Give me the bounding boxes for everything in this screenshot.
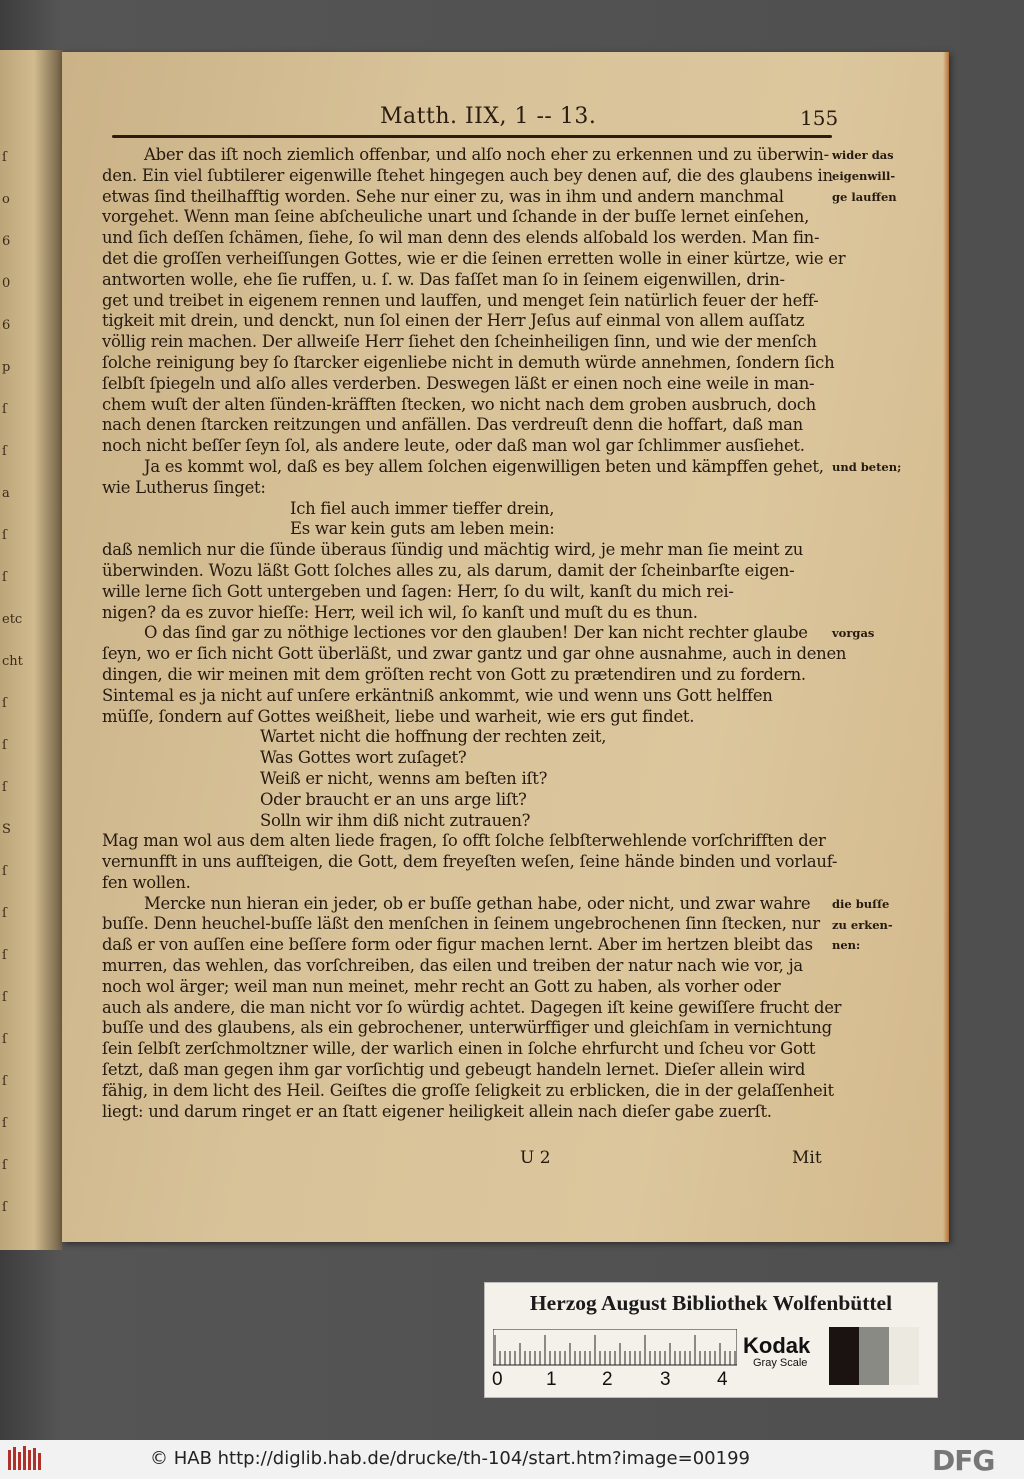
text-line: fähig, in dem licht des Heil. Geiſtes die groſſe ſeligkeit zu erblicken, die in der gelaſſenheit bbox=[102, 1080, 834, 1100]
text-line: chem wuſt der alten ſünden-kräfften ſtecken, wo nicht nach dem groben ausbruch, doch bbox=[102, 394, 816, 414]
text-line: ſeyn, wo er ſich nicht Gott überläßt, und zwar gantz und gar ohne ausnahme, auch in denen bbox=[102, 644, 847, 664]
prev-page-fragment: 6 bbox=[2, 234, 11, 249]
prev-page-fragment: ſ bbox=[2, 150, 7, 165]
book-page bbox=[62, 52, 949, 1242]
prev-page-fragment: ſ bbox=[2, 1116, 7, 1131]
prev-page-fragment: ſ bbox=[2, 1200, 7, 1215]
text-line: nigen? da es zuvor hieſſe: Herr, weil ich wil, ſo kanſt und muſt du es thun. bbox=[102, 602, 698, 622]
library-color-card bbox=[484, 1282, 938, 1398]
text-line: daß nemlich nur die ſünde überaus ſündig und mächtig wird, je mehr man ſie meint zu bbox=[102, 540, 804, 560]
text-line: und ſich deſſen ſchämen, ſiehe, ſo wil man denn des elends alſobald los werden. Man fin- bbox=[102, 228, 820, 248]
text-line: ſein ſelbſt zerſchmoltzner wille, der warlich einen in ſolche ehrfurcht und ſcheu vor Gott bbox=[102, 1039, 816, 1059]
text-line: überwinden. Wozu läßt Gott ſolches alles zu, als darum, damit der ſcheinbarſte eigen- bbox=[102, 560, 795, 580]
header-rule bbox=[112, 135, 832, 138]
text-line: noch wol ärger; weil man nun meinet, mehr recht an Gott zu haben, als vorher oder bbox=[102, 976, 781, 996]
ruler-label-2: 2 bbox=[602, 1369, 613, 1390]
text-line: det die groſſen verheiſſungen Gottes, wie er die ſeinen erretten wolle in einer kürtze, wie er bbox=[102, 248, 846, 268]
ruler-label-4: 4 bbox=[717, 1369, 728, 1390]
prev-page-fragment: ſ bbox=[2, 570, 7, 585]
ruler-scale bbox=[493, 1329, 737, 1389]
text-line: vernunfft in uns aufſteigen, die Gott, dem freyeſten weſen, ſeine hände binden und vorlauf- bbox=[102, 852, 838, 872]
text-line: buſſe. Denn heuchel-buſſe läßt den menſchen in ſeinem ungebrochenen ſinn ſtecken, nur bbox=[102, 914, 820, 934]
text-line: ſetzt, daß man gegen ihm gar vorſichtig und gebeugt handeln lernet. Dieſer allein wird bbox=[102, 1060, 806, 1080]
prev-page-fragment: ſ bbox=[2, 1032, 7, 1047]
prev-page-fragment: 6 bbox=[2, 318, 11, 333]
text-line: buſſe und des glaubens, als ein gebrochener, unterwürffiger und gleichſam in vernichtung bbox=[102, 1018, 832, 1038]
text-line: antworten wolle, ehe ſie ruffen, u. ſ. w. Das faſſet man ſo in ſeinem eigenwillen, drin- bbox=[102, 269, 785, 289]
copyright-url[interactable]: © HAB http://diglib.hab.de/drucke/th-104/start.htm?image=00199 bbox=[150, 1448, 750, 1469]
prev-page-fragment: 0 bbox=[2, 276, 11, 291]
text-line: den. Ein viel ſubtilerer eigenwille ſtehet hingegen auch bey denen auf, die des glaubens in bbox=[102, 165, 833, 185]
text-line: nach denen ſtarcken reitzungen und anfällen. Das verdreuſt denn die hoffart, daß man bbox=[102, 415, 803, 435]
ruler-label-3: 3 bbox=[660, 1369, 671, 1390]
text-line: wille lerne ſich Gott untergeben und ſagen: Herr, ſo du wilt, kanſt du mich rei- bbox=[102, 581, 734, 601]
text-line: Ja es kommt wol, daß es bey allem ſolchen eigenwilligen beten und kämpffen gehet, bbox=[144, 456, 824, 476]
ruler-label-1: 1 bbox=[546, 1369, 557, 1390]
text-line: Weiß er nicht, wenns am beſten iſt? bbox=[260, 768, 548, 788]
margin-note: ge lauffen bbox=[832, 189, 897, 204]
dfg-logo: DFG bbox=[932, 1444, 995, 1477]
kodak-logo: Kodak bbox=[743, 1333, 811, 1358]
text-line: noch nicht beſſer ſeyn ſol, als andere leute, oder daß man wol gar ſchlimmer ausſiehet. bbox=[102, 436, 805, 456]
prev-page-fragment: S bbox=[2, 822, 11, 837]
margin-note: wider das bbox=[832, 148, 894, 162]
text-line: völlig rein machen. Der allweiſe Herr ſiehet den ſcheinheiligen ſinn, und wie der menſch bbox=[102, 332, 817, 352]
text-line: Mag man wol aus dem alten liede fragen, ſo offt ſolche ſelbſterwehlende vorſchrifften der bbox=[102, 831, 826, 851]
text-line: ſelbſt ſpiegeln und alſo alles verderben. Deswegen läßt er einen noch eine weile in man- bbox=[102, 373, 815, 393]
text-line: Was Gottes wort zuſaget? bbox=[260, 748, 467, 768]
text-line: dingen, die wir meinen mit dem gröſten recht von Gott zu prætendiren und zu fordern. bbox=[102, 664, 806, 684]
signature-mark: U 2 bbox=[520, 1148, 551, 1168]
prev-page-fragment: ſ bbox=[2, 1158, 7, 1173]
text-line: fen wollen. bbox=[102, 872, 191, 892]
text-line: Es war kein guts am leben mein: bbox=[290, 519, 555, 539]
text-line: liegt: und darum ringet er an ſtatt eigener heiligkeit allein nach dieſer gabe zuerſt. bbox=[102, 1101, 772, 1121]
margin-note: und beten; bbox=[832, 460, 902, 474]
kodak-subtitle: Gray Scale bbox=[753, 1357, 808, 1369]
prev-page-fragment: ſ bbox=[2, 906, 7, 921]
text-line: müſſe, ſondern auf Gottes weißheit, liebe und warheit, wie ers gut findet. bbox=[102, 706, 695, 726]
margin-note: vorgas bbox=[832, 626, 875, 641]
catchword: Mit bbox=[792, 1148, 822, 1168]
text-line: etwas ſind theilhafftig worden. Sehe nur einer zu, was in ihm und andern manchmal bbox=[102, 186, 784, 206]
text-line: auch als andere, die man nicht vor ſo würdig achtet. Dagegen iſt keine gewiſſere frucht der bbox=[102, 997, 842, 1017]
text-line: vorgehet. Wenn man ſeine abſcheuliche unart und ſchande in der buſſe lernet einſehen, bbox=[102, 207, 810, 227]
prev-page-fragment: ſ bbox=[2, 780, 7, 795]
prev-page-fragment: a bbox=[2, 486, 10, 501]
footer-bar bbox=[0, 1440, 1024, 1479]
prev-page-fragment: p bbox=[2, 360, 11, 375]
prev-page-fragment: ſ bbox=[2, 444, 7, 459]
previous-page-edge bbox=[0, 50, 62, 1250]
body-text bbox=[102, 145, 847, 1122]
prev-page-fragment: ſ bbox=[2, 402, 7, 417]
running-title: Matth. IIX, 1 -- 13. bbox=[380, 104, 597, 129]
margin-note: eigenwill- bbox=[832, 168, 896, 183]
text-line: Oder braucht er an uns arge liſt? bbox=[260, 789, 527, 809]
text-line: Wartet nicht die hoffnung der rechten zeit, bbox=[260, 727, 607, 747]
library-name: Herzog August Bibliothek Wolfenbüttel bbox=[529, 1291, 893, 1315]
text-line: Aber das iſt noch ziemlich offenbar, und alſo noch eher zu erkennen und zu überwin- bbox=[144, 145, 829, 164]
text-line: Ich fiel auch immer tieffer drein, bbox=[290, 498, 555, 518]
text-line: Sintemal es ja nicht auf unſere erkäntniß ankommt, wie und wenn uns Gott helffen bbox=[102, 685, 773, 705]
text-line: Mercke nun hieran ein jeder, ob er buſſe gethan habe, oder nicht, und zwar wahre bbox=[144, 893, 811, 913]
gray-patch-mid bbox=[859, 1327, 889, 1385]
text-line: ſolche reinigung bey ſo ſtarcker eigenliebe nicht in demuth würde annehmen, ſondern ſich bbox=[102, 352, 835, 372]
text-line: wie Lutherus ſinget: bbox=[102, 477, 266, 497]
prev-page-fragment: ſ bbox=[2, 990, 7, 1005]
prev-page-fragment: ſ bbox=[2, 738, 7, 753]
hab-logo-icon bbox=[6, 1444, 44, 1474]
text-line: murren, das wehlen, das vorſchreiben, das eilen und treiben der natur nach wie vor, ja bbox=[102, 956, 803, 976]
prev-page-fragment: cht bbox=[2, 654, 23, 669]
prev-page-fragment: ſ bbox=[2, 528, 7, 543]
prev-page-fragment: ſ bbox=[2, 1074, 7, 1089]
prev-page-fragment: ſ bbox=[2, 948, 7, 963]
margin-note: nen: bbox=[832, 938, 861, 953]
page-number: 155 bbox=[800, 106, 839, 130]
ruler-label-0: 0 bbox=[492, 1369, 503, 1390]
text-line: daß er von auſſen eine beſſere form oder figur machen lernt. Aber im hertzen bleibt das bbox=[102, 935, 813, 955]
prev-page-fragment: ſ bbox=[2, 864, 7, 879]
prev-page-fragment: ſ bbox=[2, 696, 7, 711]
margin-note: zu erken- bbox=[832, 917, 893, 932]
prev-page-fragment: o bbox=[2, 192, 10, 207]
text-line: O das ſind gar zu nöthige lectiones vor den glauben! Der kan nicht rechter glaube bbox=[144, 623, 808, 643]
margin-note: die buſſe bbox=[832, 896, 890, 911]
prev-page-fragment: etc bbox=[2, 612, 23, 627]
text-line: get und treibet in eigenem rennen und lauffen, und menget ſein natürlich feuer der heff- bbox=[102, 290, 819, 310]
gray-patch-light bbox=[889, 1327, 919, 1385]
text-line: Solln wir ihm diß nicht zutrauen? bbox=[260, 810, 531, 830]
text-line: tigkeit mit drein, und denckt, nun ſol einen der Herr Jeſus auf einmal von allem auſſatz bbox=[102, 311, 805, 331]
page-edge bbox=[943, 52, 949, 1242]
gray-patch-dark bbox=[829, 1327, 859, 1385]
